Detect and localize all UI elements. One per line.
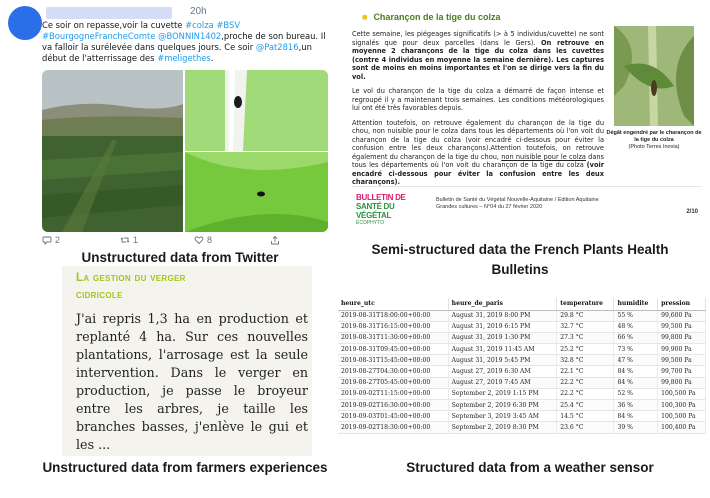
table-cell-temperature: 32.7 °C: [557, 321, 614, 332]
logo-line-1: BULLETIN DE: [356, 193, 406, 202]
farmer-paragraph: J'ai repris 1,3 ha en production et replanté 4 ha. Sur ces nouvelles plantations, l'arrosage est la seule intervention. Dans le verger en production, je passe le broyeur entre les arbres, je taille les branches basses, j'enlève le gui et les ...: [76, 311, 308, 452]
logo-line-2: SANTÉ DU VÉGÉTAL: [356, 202, 395, 220]
tweet-text: [42, 20, 334, 64]
table-row: [338, 321, 706, 332]
redacted-username: [46, 7, 172, 19]
table-cell-heure_de_paris: August 31, 2019 5:45 PM: [448, 355, 557, 366]
page-number: 2/10: [686, 209, 698, 215]
tweet-card: [4, 2, 334, 247]
caption-farmer: Unstructured data from farmers experiences: [42, 460, 328, 475]
table-cell-temperature: 22.2 °C: [557, 377, 614, 388]
table-cell-pression: 99,700 Pa: [658, 366, 706, 377]
tweet-time: 20h: [190, 6, 207, 17]
table-row: [338, 400, 706, 411]
tweet-tag[interactable]: #BourgogneFrancheComte: [42, 31, 156, 41]
bulletin-title: [362, 12, 500, 22]
footer-line-1: Bulletin de Santé du Végétal Nouvelle-Aquitaine / Edition Aquitaine: [436, 197, 599, 203]
table-row: [338, 422, 706, 433]
table-cell-humidite: 55 %: [614, 310, 658, 321]
table-cell-heure_utc: 2019-09-02T16:30:00+00:00: [338, 400, 448, 411]
table-cell-temperature: 22.1 °C: [557, 366, 614, 377]
bulletin-title-text: Charançon de la tige du colza: [373, 12, 501, 22]
table-cell-humidite: 84 %: [614, 377, 658, 388]
farmer-experience-text: [62, 266, 312, 456]
table-cell-pression: 99,500 Pa: [658, 355, 706, 366]
tweet-text-part: .: [210, 53, 214, 63]
table-cell-temperature: 27.3 °C: [557, 332, 614, 343]
tweet-tag[interactable]: @BONNIN1402: [158, 31, 222, 41]
table-cell-heure_de_paris: August 27, 2019 6:30 AM: [448, 366, 557, 377]
reply-button[interactable]: [42, 235, 60, 245]
tweet-text-part: ,un début de l'atterrissage des: [42, 42, 312, 63]
table-cell-heure_utc: 2019-08-31T18:00:00+00:00: [338, 310, 448, 321]
photo-caption-bold: Dégât engendré par le charançon de la tige du colza: [606, 130, 702, 143]
footer-line-2: Grandes cultures – N°04 du 27 février 2020: [436, 204, 543, 210]
table-cell-heure_de_paris: September 2, 2019 6:30 PM: [448, 400, 557, 411]
table-cell-heure_utc: 2019-08-27T04:30:00+00:00: [338, 366, 448, 377]
tweet-text-part: Ce soir on repasse,voir la cuvette: [42, 20, 186, 30]
table-cell-heure_utc: 2019-08-27T05:45:00+00:00: [338, 377, 448, 388]
table-cell-heure_de_paris: August 31, 2019 11:45 AM: [448, 344, 557, 355]
stem-photo: [185, 70, 328, 151]
table-cell-temperature: 23.6 °C: [557, 422, 614, 433]
column-header-pression: pression: [658, 298, 706, 310]
heart-icon: [194, 235, 204, 245]
table-header-row: [338, 298, 706, 310]
table-row: [338, 355, 706, 366]
table-row: [338, 377, 706, 388]
table-cell-humidite: 48 %: [614, 321, 658, 332]
table-cell-humidite: 84 %: [614, 366, 658, 377]
footer-text: [436, 197, 599, 211]
tweet-actions: [42, 235, 328, 247]
column-header-humidite: humidite: [614, 298, 658, 310]
table-cell-heure_de_paris: September 3, 2019 3:45 AM: [448, 411, 557, 422]
table-cell-pression: 99,500 Pa: [658, 321, 706, 332]
bulletin-p3c: (voir encadré ci-dessous pour éviter la confusion entre les deux charançons).: [352, 161, 604, 186]
bulletin-p3b: dans tous les départements où l'on voit du charançon de la tige du colza: [352, 152, 604, 169]
table-cell-heure_utc: 2019-08-31T11:30:00+00:00: [338, 332, 448, 343]
table-cell-humidite: 36 %: [614, 400, 658, 411]
table-cell-humidite: 84 %: [614, 411, 658, 422]
table-row: [338, 411, 706, 422]
table-row: [338, 332, 706, 343]
bulletin-p1a: Cette semaine, les piégeages significatifs (> à 5 individus/cuvette) ne sont signalés que pour deux parcelles (dans le Gers).: [352, 30, 604, 47]
reply-count: 2: [55, 235, 61, 245]
table-cell-heure_de_paris: August 31, 2019 8:00 PM: [448, 310, 557, 321]
reply-icon: [42, 235, 52, 245]
table-cell-pression: 99,800 Pa: [658, 377, 706, 388]
table-cell-temperature: 32.8 °C: [557, 355, 614, 366]
table-row: [338, 366, 706, 377]
like-button[interactable]: [194, 235, 212, 245]
caption-weather: Structured data from a weather sensor: [406, 460, 654, 475]
share-icon: [270, 235, 280, 245]
farmer-heading: [76, 270, 186, 304]
table-cell-pression: 100,500 Pa: [658, 411, 706, 422]
table-cell-pression: 100,500 Pa: [658, 388, 706, 399]
farmer-heading-line-1: La gestion du verger: [76, 272, 186, 284]
tweet-tag[interactable]: #meligethes: [157, 53, 211, 63]
table-cell-heure_de_paris: September 2, 2019 8:30 PM: [448, 422, 557, 433]
bsv-logo: [356, 193, 426, 226]
caption-bulletin: Semi-structured data the French Plants Health Bulletins: [371, 242, 669, 277]
tweet-tag[interactable]: #BSV: [216, 20, 241, 30]
bulletin-body: [352, 30, 604, 193]
table-cell-pression: 99,600 Pa: [658, 310, 706, 321]
bulletin-p3a: Attention toutefois, on retrouve également du charançon de la tige du chou, non nuisible pour le colza dans tous les départements où l'on voit du charançon de la tige du colza (voir encadré ci-dessous pour éviter la confusion entre les deux charançons).Attention toutefois, on retrouve également du charançon de la tige du chou,: [352, 118, 604, 161]
table-cell-heure_utc: 2019-08-31T16:15:00+00:00: [338, 321, 448, 332]
table-cell-heure_utc: 2019-08-31T15:45:00+00:00: [338, 355, 448, 366]
field-photo: [42, 70, 183, 232]
table-cell-temperature: 14.5 °C: [557, 411, 614, 422]
bulletin-footer: [352, 186, 702, 226]
colza-damage-photo: [614, 26, 694, 126]
plant-health-bulletin: [338, 2, 708, 228]
table-cell-temperature: 29.8 °C: [557, 310, 614, 321]
share-button[interactable]: [270, 235, 280, 245]
column-header-temperature: temperature: [557, 298, 614, 310]
table-row: [338, 388, 706, 399]
column-header-heure_de_paris: heure_de_paris: [448, 298, 557, 310]
table-cell-pression: 99,800 Pa: [658, 332, 706, 343]
column-header-heure_utc: heure_utc: [338, 298, 448, 310]
leaf-photo: [185, 152, 328, 232]
table-cell-temperature: 25.4 °C: [557, 400, 614, 411]
bullet-icon: ■: [362, 12, 368, 22]
table-cell-pression: 100,300 Pa: [658, 400, 706, 411]
table-cell-heure_utc: 2019-09-02T11:15:00+00:00: [338, 388, 448, 399]
table-row: [338, 344, 706, 355]
table-cell-heure_de_paris: August 31, 2019 6:15 PM: [448, 321, 557, 332]
logo-line-3: ÉCOPHYTO: [356, 220, 384, 226]
table-cell-pression: 99,900 Pa: [658, 344, 706, 355]
table-cell-humidite: 73 %: [614, 344, 658, 355]
weather-sensor-table: [338, 298, 706, 434]
table-body: [338, 310, 706, 433]
table-cell-humidite: 52 %: [614, 388, 658, 399]
tweet-media[interactable]: [42, 70, 328, 232]
retweet-count: 1: [133, 235, 139, 245]
table-cell-heure_de_paris: September 2, 2019 1:15 PM: [448, 388, 557, 399]
retweet-button[interactable]: [120, 235, 138, 245]
bulletin-paragraph-2: Le vol du charançon de la tige du colza a démarré de façon intense et regroupé il y a maintenant trois semaines. Les conditions météorologiques lui ont été très favorables depuis.: [352, 87, 604, 112]
like-count: 8: [207, 235, 213, 245]
table-cell-heure_utc: 2019-09-02T18:30:00+00:00: [338, 422, 448, 433]
table-cell-humidite: 66 %: [614, 332, 658, 343]
farmer-heading-line-2: cidricole: [76, 289, 123, 301]
table-row: [338, 310, 706, 321]
bulletin-paragraph-3: [352, 119, 604, 187]
table-cell-heure_de_paris: August 31, 2019 1:30 PM: [448, 332, 557, 343]
tweet-text-part: ,proche de son bureau. Il va falloir la surélevée dans quelques jours. Ce soir: [42, 31, 326, 52]
table-cell-heure_utc: 2019-09-03T01:45:00+00:00: [338, 411, 448, 422]
table-cell-humidite: 47 %: [614, 355, 658, 366]
retweet-icon: [120, 235, 130, 245]
table-cell-humidite: 39 %: [614, 422, 658, 433]
table-cell-heure_utc: 2019-08-31T09:45:00+00:00: [338, 344, 448, 355]
table-cell-pression: 100,400 Pa: [658, 422, 706, 433]
bulletin-paragraph-1: [352, 30, 604, 81]
tweet-tag[interactable]: @Pat2816: [255, 42, 299, 52]
avatar[interactable]: [8, 6, 42, 40]
photo-caption: [606, 130, 702, 151]
caption-twitter: Unstructured data from Twitter: [81, 250, 279, 265]
weather-table: [338, 298, 706, 434]
table-cell-heure_de_paris: August 27, 2019 7:45 AM: [448, 377, 557, 388]
tweet-tag[interactable]: #colza: [185, 20, 214, 30]
table-cell-temperature: 22.2 °C: [557, 388, 614, 399]
table-cell-temperature: 25.2 °C: [557, 344, 614, 355]
bulletin-p1b: On retrouve en moyenne 2 charançons de la tige du colza dans les cuvettes (contre 4 individus en moyenne la semaine dernière). Les captures sont de moins en moins importantes et l'on se dirige vers la fin du vol.: [352, 38, 605, 81]
photo-credit: (Photo Terres Inovia): [628, 144, 680, 150]
bulletin-p3u: non nuisible pour le colza: [501, 152, 586, 161]
